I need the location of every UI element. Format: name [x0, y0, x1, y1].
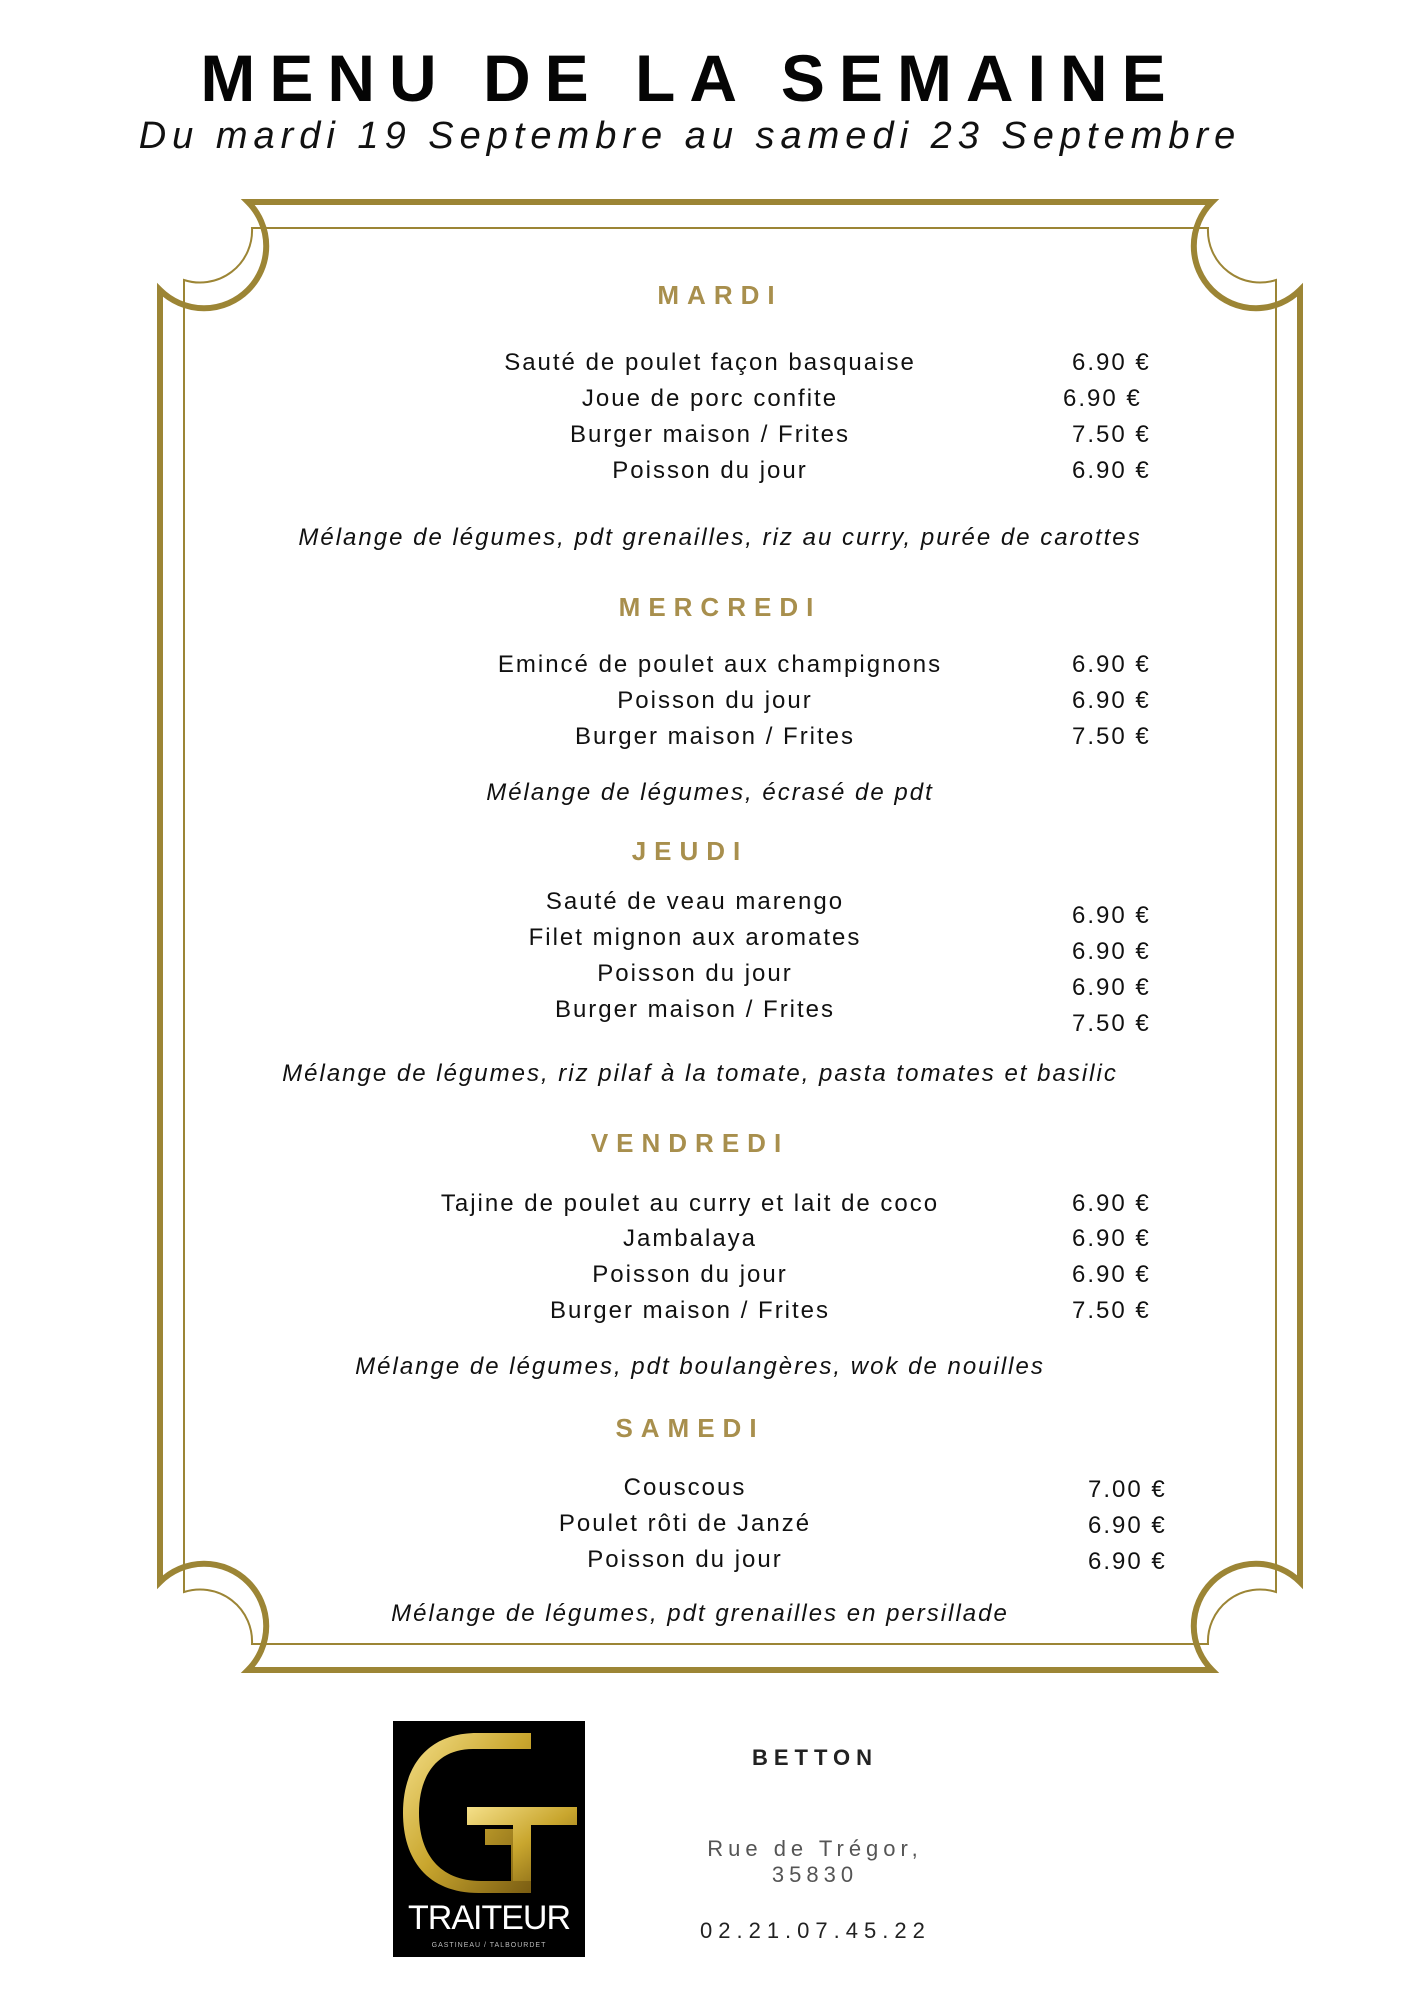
dish-name: Burger maison / Frites [569, 421, 851, 448]
page-subtitle: Du mardi 19 Septembre au samedi 23 Septembre [138, 115, 1242, 157]
dish-name: Poisson du jour [617, 687, 813, 714]
side-dishes: Mélange de légumes, pdt grenailles en persillade [391, 1600, 1009, 1627]
dish-price: 6.90 € [1072, 1225, 1151, 1252]
gt-traiteur-logo [393, 1721, 585, 1957]
dish-name: Couscous [623, 1474, 747, 1501]
dish-price: 6.90 € [1072, 349, 1151, 376]
dish-name: Poisson du jour [592, 1261, 788, 1288]
side-dishes: Mélange de légumes, écrasé de pdt [486, 779, 934, 806]
day-heading-mercredi: MERCREDI [618, 592, 822, 622]
dish-name: Filet mignon aux aromates [528, 924, 862, 951]
dish-name: Poisson du jour [587, 1546, 783, 1573]
dish-name: Poisson du jour [597, 960, 793, 987]
dish-name: Emincé de poulet aux champignons [497, 651, 943, 678]
dish-price: 6.90 € [1072, 902, 1151, 929]
address-street: Rue de Trégor, [707, 1836, 923, 1861]
dish-name: Poulet rôti de Janzé [558, 1510, 812, 1537]
logo-tagline: GASTINEAU / TALBOURDET [431, 1942, 547, 1949]
dish-price: 7.50 € [1072, 1297, 1151, 1324]
dish-price: 7.50 € [1072, 1010, 1151, 1037]
side-dishes: Mélange de légumes, pdt boulangères, wok de nouilles [355, 1353, 1045, 1380]
dish-name: Joue de porc confite [581, 385, 839, 412]
dish-name: Sauté de veau marengo [545, 888, 845, 915]
logo-wordmark: TRAITEUR [408, 1899, 570, 1937]
page-title: MENU DE LA SEMAINE [200, 41, 1180, 115]
dish-price: 7.00 € [1088, 1476, 1167, 1503]
dish-name: Poisson du jour [612, 457, 808, 484]
dish-name: Burger maison / Frites [554, 996, 836, 1023]
address-postcode: 35830 [771, 1862, 859, 1887]
day-heading-jeudi: JEUDI [631, 836, 749, 866]
day-heading-vendredi: VENDREDI [590, 1128, 790, 1158]
day-heading-samedi: SAMEDI [615, 1413, 765, 1443]
dish-price: 6.90 € [1088, 1548, 1167, 1575]
dish-price: 6.90 € [1072, 1190, 1151, 1217]
dish-name: Burger maison / Frites [549, 1297, 831, 1324]
city-name: BETTON [751, 1745, 879, 1770]
dish-name: Jambalaya [622, 1225, 758, 1252]
dish-name: Sauté de poulet façon basquaise [504, 349, 916, 376]
dish-name: Tajine de poulet au curry et lait de coco [440, 1190, 940, 1217]
dish-price: 6.90 € [1072, 938, 1151, 965]
dish-price: 6.90 € [1072, 457, 1151, 484]
dish-name: Burger maison / Frites [574, 723, 856, 750]
dish-price: 7.50 € [1072, 421, 1151, 448]
day-heading-mardi: MARDI [657, 280, 783, 310]
dish-price: 6.90 € [1072, 687, 1151, 714]
address [700, 1836, 930, 1888]
dish-price: 6.90 € [1063, 385, 1142, 412]
dish-price: 6.90 € [1072, 651, 1151, 678]
dish-price: 6.90 € [1072, 974, 1151, 1001]
side-dishes: Mélange de légumes, riz pilaf à la tomate, pasta tomates et basilic [282, 1060, 1118, 1087]
gt-monogram-icon [393, 1721, 585, 1897]
dish-price: 7.50 € [1072, 723, 1151, 750]
dish-price: 6.90 € [1088, 1512, 1167, 1539]
side-dishes: Mélange de légumes, pdt grenailles, riz au curry, purée de carottes [298, 524, 1142, 551]
phone-number: 02.21.07.45.22 [700, 1918, 931, 1943]
dish-price: 6.90 € [1072, 1261, 1151, 1288]
